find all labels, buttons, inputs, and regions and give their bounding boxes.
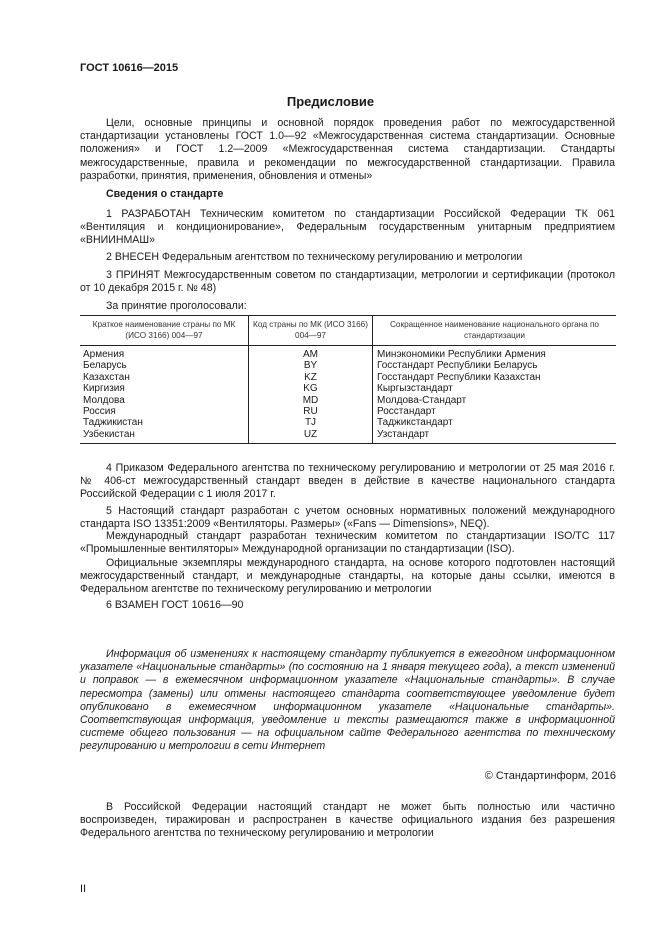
page-number: II: [80, 883, 87, 895]
changes-notice: Информация об изменениях к настоящему стандарту публикуется в ежегодном информационном указателе «Национальные стандарты» (по состоянию на 1 января текущего года), а текст изменений и поправок — в ежемесячном информационном указателе «Национальные стандарты». В случае пересмотра (замены) или отмены настоящего стандарта соответствующее уведомление будет опубликовано в ежемесячном информационном указателе «Национальные стандарты». Соответствующая информация, уведомление и тексты размещаются также в информационной системе общего пользования — на официальном сайте Федерального агентства по техническому регулированию и метрологии в сети Интернет: [80, 648, 615, 753]
intro-paragraph: Цели, основные принципы и основной порядок проведения работ по межгосударственной стандартизации установлены ГОСТ 1.0—92 «Межгосударственная система стандартизации. Основные положения» и ГОСТ 1.2—2009 «Межгосударственная система стандартизации. Стандарты межгосударственные, правила и рекомендации по межгосударственной стандартизации. Правила разработки, принятия, применения, обновления и отмены»: [80, 117, 615, 182]
item-3-paragraph: 3 ПРИНЯТ Межгосударственным советом по стандартизации, метрологии и сертификации (протокол от 10 декабря 2015 г. № 48): [80, 269, 615, 295]
table-row: [80, 406, 616, 417]
country-cell: Россия: [83, 406, 116, 418]
voting-table: [80, 315, 616, 444]
item-5-international-paragraph: Международный стандарт разработан техническим комитетом по стандартизации ISO/TC 117 «Промышленные вентиляторы» Международной организации по стандартизации (ISO).: [80, 530, 615, 556]
table-row: [80, 346, 616, 361]
item-5-paragraph: 5 Настоящий стандарт разработан с учетом основных нормативных положений международного стандарта ISO 13351:2009 «Вентиляторы. Размеры» («Fans — Dimensions», NEQ).: [80, 505, 615, 531]
table-row: [80, 429, 616, 444]
code-cell: TJ: [249, 417, 373, 428]
code-cell: RU: [249, 406, 373, 417]
item-4-paragraph: 4 Приказом Федерального агентства по техническому регулированию и метрологии от 25 мая 2016 г. № 406-ст межгосударственный стандарт введен в действие в качестве национального стандарта Российской Федерации с 1 июля 2017 г.: [80, 462, 615, 501]
column-header-code: Код страны по МК (ИСО 3166) 004—97: [249, 316, 373, 346]
item-5-copies-paragraph: Официальные экземпляры международного стандарта, на основе которого подготовлен настоящий межгосударственный стандарт, и международные стандарты, на которые даны ссылки, имеются в Федеральном агентстве по техническому регулированию и метрологии: [80, 557, 615, 596]
organization-cell: Молдова-Стандарт: [373, 395, 617, 406]
country-cell: Армения: [83, 349, 125, 360]
table-row: [80, 383, 616, 394]
country-cell: Молдова: [83, 394, 125, 406]
organization-cell: Таджикстандарт: [373, 417, 617, 428]
voting-label: За принятие проголосовали:: [106, 300, 247, 312]
country-cell: Узбекистан: [80, 429, 249, 444]
country-cell: Таджикистан: [83, 417, 143, 429]
organization-cell: Узстандарт: [373, 429, 617, 444]
table-row: [80, 372, 616, 383]
copyright-line: © Стандартинформ, 2016: [484, 770, 616, 782]
code-cell: KZ: [249, 372, 373, 383]
organization-cell: Госстандарт Республики Казахстан: [373, 372, 617, 383]
code-cell: BY: [249, 360, 373, 371]
legal-notice: В Российской Федерации настоящий стандарт не может быть полностью или частично воспроизведен, тиражирован и распространен в качестве официального издания без разрешения Федерального агентства по техническому регулированию и метрологии: [80, 801, 615, 840]
organization-cell: Кыргызстандарт: [373, 383, 617, 394]
country-cell: Казахстан: [83, 371, 130, 383]
page-title: Предисловие: [286, 94, 375, 109]
country-cell: Беларусь: [83, 360, 127, 372]
code-cell: KG: [249, 383, 373, 394]
document-code: ГОСТ 10616—2015: [80, 62, 179, 74]
item-1-paragraph: 1 РАЗРАБОТАН Техническим комитетом по стандартизации Российской Федерации ТК 061 «Вентиляция и кондиционирование», Федеральным государственным унитарным предприятием «ВНИИНМАШ»: [80, 208, 615, 247]
column-header-country: Краткое наименование страны по МК (ИСО 3166) 004—97: [80, 316, 249, 346]
organization-cell: Росстандарт: [373, 406, 617, 417]
country-cell: Киргизия: [83, 383, 125, 395]
item-6-paragraph: 6 ВЗАМЕН ГОСТ 10616—90: [106, 599, 244, 611]
code-cell: AM: [249, 346, 373, 361]
info-heading: Сведения о стандарте: [106, 188, 224, 200]
code-cell: MD: [249, 395, 373, 406]
table-row: [80, 417, 616, 428]
item-2-paragraph: 2 ВНЕСЕН Федеральным агентством по техническому регулированию и метрологии: [106, 251, 523, 263]
table-row: [80, 360, 616, 371]
organization-cell: Минэкономики Республики Армения: [373, 346, 617, 361]
table-header-row: [80, 316, 616, 346]
column-header-organization: Сокращенное наименование национального органа по стандартизации: [373, 316, 617, 346]
code-cell: UZ: [249, 429, 373, 444]
table-row: [80, 395, 616, 406]
organization-cell: Госстандарт Республики Беларусь: [373, 360, 617, 371]
